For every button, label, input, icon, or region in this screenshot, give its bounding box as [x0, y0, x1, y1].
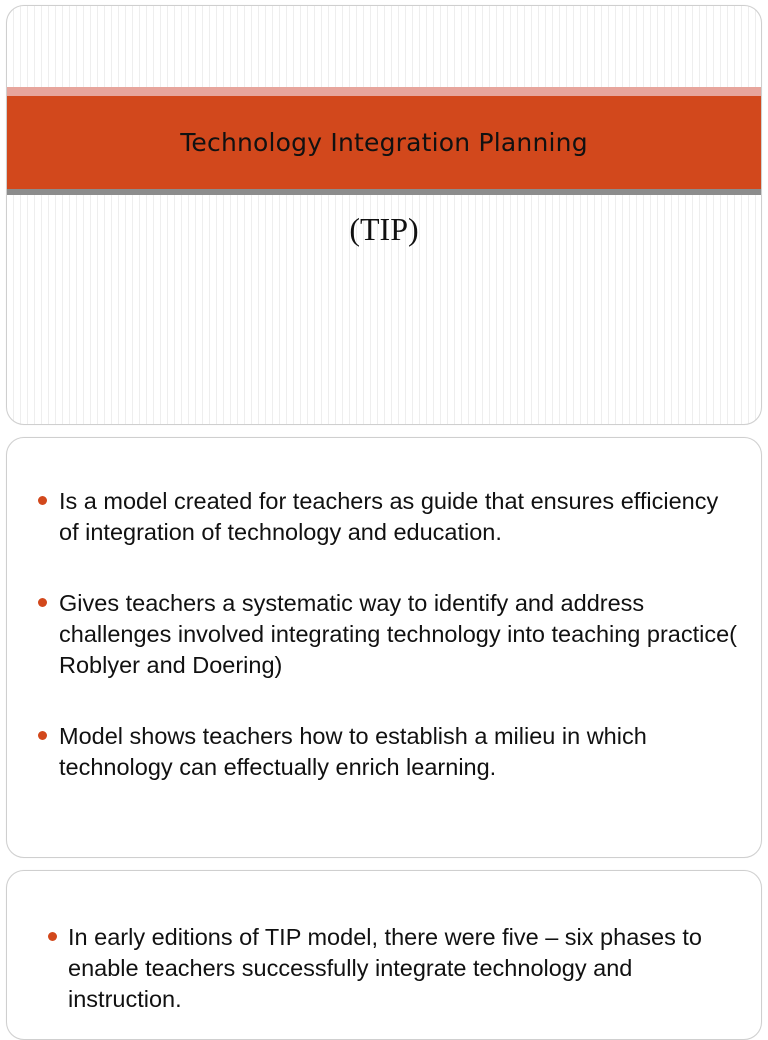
slide-definition: [6, 437, 762, 858]
bullet-dot-icon: [48, 932, 57, 941]
bullet-list: [45, 922, 737, 1040]
bullet-text: Gives teachers a systematic way to identify and address challenges involved integrating technology into teaching practice( Roblyer and Doering): [59, 590, 738, 678]
slide-title: [6, 5, 762, 425]
bullet-text: Model shows teachers how to establish a milieu in which technology can effectually enrich learning.: [59, 723, 647, 780]
bullet-item: [35, 721, 737, 783]
bullet-list: [35, 486, 737, 823]
title-bar-bottom-stripe: [7, 189, 761, 195]
bullet-item: [35, 588, 737, 681]
bullet-item: [45, 922, 737, 1015]
bullet-dot-icon: [38, 731, 47, 740]
bullet-dot-icon: [38, 598, 47, 607]
bullet-text: In early editions of TIP model, there were five – six phases to enable teachers successfully integrate technology and instruction.: [68, 924, 702, 1012]
slide-history: [6, 870, 762, 1040]
bullet-text: Is a model created for teachers as guide that ensures efficiency of integration of technology and education.: [59, 488, 719, 545]
slide-subtitle: (TIP): [349, 211, 419, 247]
title-bar: [7, 87, 761, 195]
title-bar-top-stripe: [7, 87, 761, 96]
bullet-item: [35, 486, 737, 548]
bullet-dot-icon: [38, 496, 47, 505]
slide-title-text: Technology Integration Planning: [180, 128, 588, 157]
